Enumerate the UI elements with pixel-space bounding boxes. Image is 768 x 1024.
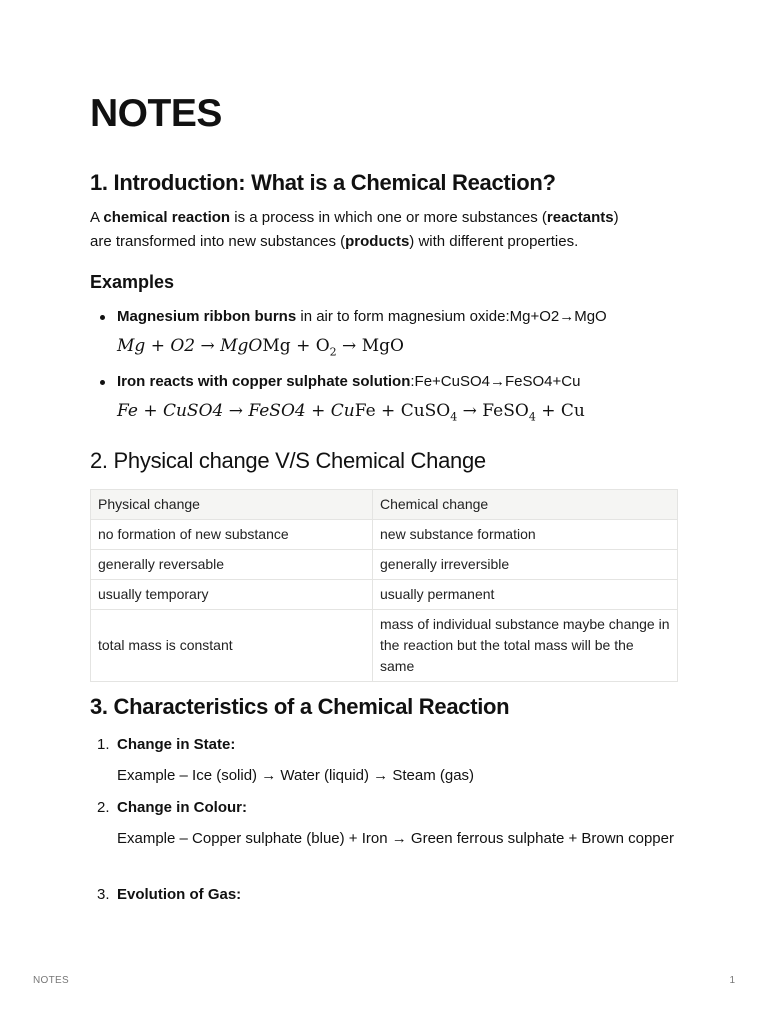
table-cell: usually permanent	[373, 580, 678, 610]
text-run: A	[90, 209, 104, 226]
subscript: 2	[329, 345, 337, 359]
section-heading-characteristics: 3. Characteristics of a Chemical Reaction	[90, 694, 510, 719]
example-item-magnesium	[90, 306, 678, 328]
bold-term: reactants	[546, 209, 614, 226]
example-text: Example – Ice (solid) → Water (liquid) → Steam (gas)	[117, 767, 475, 784]
list-item-label: Change in State:	[117, 736, 236, 753]
section-heading-comparison: 2. Physical change V/S Chemical Change	[90, 448, 486, 473]
list-item-label: Evolution of Gas:	[117, 886, 242, 903]
table-row	[91, 610, 678, 682]
equation-roman: + Cu	[535, 401, 585, 421]
bullet-dot	[100, 380, 105, 385]
equation-roman: Mg + O	[262, 336, 330, 356]
list-item-evolution-of-gas	[90, 883, 678, 907]
table-row	[91, 550, 678, 580]
bold-term: chemical reaction	[103, 209, 231, 226]
page-number: 1	[729, 975, 735, 986]
intro-paragraph	[90, 206, 678, 254]
column-header: Chemical change	[373, 490, 678, 520]
table-cell: generally reversable	[91, 550, 373, 580]
footer-label: NOTES	[33, 975, 69, 986]
text-run: in air to form magnesium oxide:Mg+O2→MgO	[296, 308, 607, 325]
text-run: is a process in which one or more substances (	[230, 209, 547, 226]
section-heading-introduction: 1. Introduction: What is a Chemical Reaction?	[90, 170, 556, 195]
table-cell: usually temporary	[91, 580, 373, 610]
bold-term: products	[345, 233, 410, 250]
subscript: 4	[450, 410, 458, 424]
equation-italic: Fe + CuSO4 → FeSO4 + Cu	[117, 401, 355, 421]
bold-term: Iron reacts with copper sulphate solution	[117, 373, 411, 390]
equation-roman: → MgO	[336, 336, 404, 356]
bold-term: Magnesium ribbon burns	[117, 308, 297, 325]
table-cell: total mass is constant	[91, 610, 373, 682]
column-header: Physical change	[91, 490, 373, 520]
example-text: Example – Copper sulphate (blue) + Iron → Green ferrous sulphate + Brown copper	[117, 830, 674, 847]
list-item-label: Change in Colour:	[117, 799, 247, 816]
table-cell: new substance formation	[373, 520, 678, 550]
text-run: are transformed into new substances (	[90, 233, 346, 250]
bullet-dot	[100, 315, 105, 320]
equation-iron	[117, 401, 585, 423]
equation-magnesium	[117, 336, 404, 358]
table-cell: no formation of new substance	[91, 520, 373, 550]
table-cell: generally irreversible	[373, 550, 678, 580]
table-row	[91, 520, 678, 550]
example-item-iron	[90, 371, 678, 393]
equation-roman: Fe + CuSO	[354, 401, 451, 421]
list-number: 3.	[97, 886, 110, 903]
page-title: NOTES	[90, 92, 222, 135]
text-run: )	[613, 209, 619, 226]
list-number: 1.	[97, 736, 110, 753]
comparison-table	[90, 489, 678, 682]
examples-heading: Examples	[90, 272, 175, 292]
table-row	[91, 580, 678, 610]
text-run: ) with different properties.	[409, 233, 579, 250]
list-item-change-in-state	[90, 733, 678, 757]
list-number: 2.	[97, 799, 110, 816]
text-run: :Fe+CuSO4→FeSO4+Cu	[410, 373, 581, 390]
equation-italic: Mg + O2 → MgO	[117, 336, 263, 356]
list-item-change-in-colour	[90, 796, 678, 820]
table-header-row	[91, 490, 678, 520]
equation-roman: → FeSO	[457, 401, 529, 421]
subscript: 4	[528, 410, 536, 424]
table-cell: mass of individual substance maybe change in the reaction but the total mass will be the same	[373, 610, 678, 682]
